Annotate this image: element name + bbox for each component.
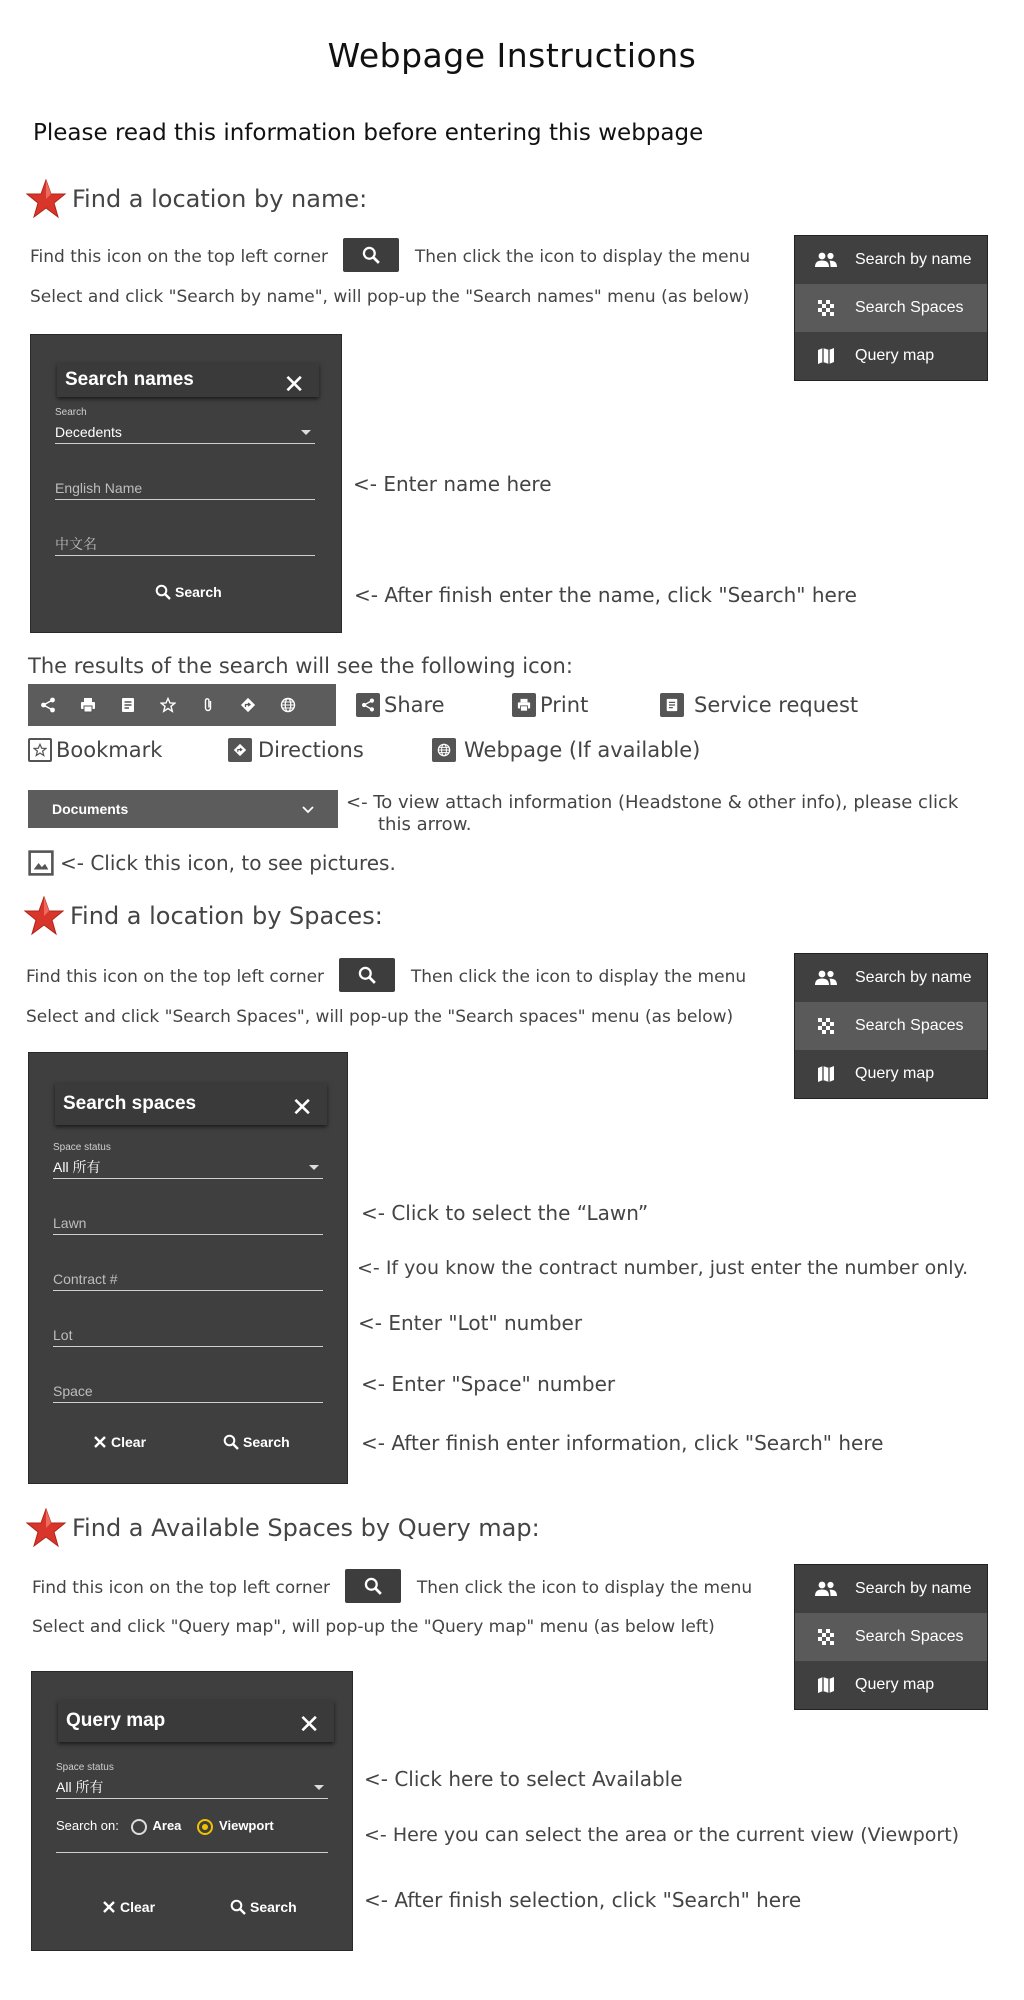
clear-button[interactable] [102, 1899, 155, 1915]
search-type-value: Decedents [55, 424, 122, 440]
menu-item-label: Query map [855, 1065, 935, 1082]
menu-item-search-spaces[interactable] [795, 284, 987, 332]
dropdown-caret-icon [314, 1785, 324, 1790]
search-type-select[interactable] [55, 421, 315, 444]
search-button[interactable] [230, 1899, 297, 1915]
note-enter-name: <- Enter name here [353, 472, 552, 496]
panel-header [57, 363, 319, 397]
legend-label: Webpage (If available) [464, 738, 701, 762]
contract-input[interactable]: Contract # [53, 1268, 323, 1291]
note-space: <- Enter "Space" number [361, 1372, 616, 1396]
note-lawn: <- Click to select the “Lawn” [361, 1201, 649, 1225]
section3-heading-text: Find a Available Spaces by Query map: [72, 1514, 540, 1542]
search-spaces-panel [28, 1052, 348, 1484]
search-icon [223, 1434, 239, 1450]
legend-label: Directions [258, 738, 364, 762]
search-menu [794, 953, 988, 1099]
directions-button[interactable] [228, 684, 268, 726]
chevron-down-icon[interactable] [302, 806, 314, 814]
share-icon [356, 693, 380, 717]
menu-item-label: Search by name [855, 1580, 972, 1597]
panel-title: Search spaces [63, 1093, 197, 1114]
menu-item-label: Search Spaces [855, 1628, 964, 1645]
section1-heading-text: Find a location by name: [72, 185, 368, 213]
page-title: Webpage Instructions [327, 36, 697, 75]
section3-instruction-1 [32, 1571, 752, 1605]
space-status-label: Space status [53, 1142, 111, 1153]
legend-directions [228, 738, 364, 762]
section3-instruction-2: Select and click "Query map", will pop-up the "Query map" menu (as below left) [32, 1617, 715, 1637]
menu-item-label: Query map [855, 347, 935, 364]
space-status-select[interactable] [56, 1776, 328, 1799]
panel-title: Search names [65, 369, 194, 390]
close-icon[interactable]: ✕ [298, 1709, 320, 1739]
close-icon [93, 1435, 107, 1449]
panel-title: Query map [66, 1710, 166, 1731]
directions-icon [228, 738, 252, 762]
menu-item-label: Search Spaces [855, 299, 964, 316]
grid-icon [818, 1629, 834, 1645]
documents-label: Documents [52, 801, 129, 817]
documents-note-1: <- To view attach information (Headstone & other info), please click [346, 792, 959, 813]
people-icon [814, 252, 838, 268]
image-icon[interactable] [28, 850, 54, 876]
clear-button[interactable] [93, 1434, 146, 1450]
close-icon[interactable]: ✕ [283, 369, 305, 399]
bookmark-icon [160, 697, 176, 713]
search-button[interactable] [223, 1434, 290, 1450]
section2-instruction-1 [26, 960, 746, 994]
share-icon [40, 697, 56, 713]
print-icon [80, 697, 96, 713]
panel-header [55, 1083, 327, 1125]
globe-icon [280, 697, 296, 713]
chinese-name-input[interactable]: 中文名 [55, 533, 315, 556]
share-button[interactable] [28, 684, 68, 726]
area-radio[interactable] [131, 1818, 182, 1833]
pictures-row [28, 850, 396, 876]
results-text: The results of the search will see the following icon: [28, 654, 573, 678]
note-search: <- After finish selection, click "Search" here [364, 1888, 802, 1912]
space-status-value: All 所有 [56, 1779, 104, 1795]
search-on-label: Search on: [56, 1818, 119, 1833]
instruction-text: Then click the icon to display the menu [410, 967, 747, 987]
note-click-search: <- After finish enter the name, click "Search" here [354, 583, 857, 607]
viewport-radio[interactable] [197, 1818, 274, 1833]
note-area: <- Here you can select the area or the current view (Viewport) [364, 1824, 960, 1846]
menu-item-search-by-name[interactable] [795, 236, 987, 284]
result-toolbar [28, 684, 336, 726]
instruction-text: Find this icon on the top left corner [32, 1578, 331, 1598]
print-icon [512, 693, 536, 717]
grid-icon [818, 300, 834, 316]
menu-item-query-map[interactable] [795, 332, 987, 380]
menu-item-search-spaces[interactable] [795, 1613, 987, 1661]
space-status-select[interactable] [53, 1156, 323, 1179]
search-type-label: Search [55, 407, 87, 418]
document-icon [660, 693, 684, 717]
clear-button-label: Clear [120, 1899, 156, 1915]
section2-heading [24, 896, 383, 936]
documents-note-2: this arrow. [378, 814, 472, 835]
search-button-label: Search [243, 1434, 290, 1450]
search-names-panel [30, 334, 342, 633]
pictures-note: <- Click this icon, to see pictures. [60, 851, 396, 875]
page-subtitle: Please read this information before entering this webpage [33, 120, 704, 146]
paperclip-icon [200, 697, 216, 713]
search-button-label: Search [175, 584, 222, 600]
radio-off-icon [131, 1819, 147, 1835]
section1-instruction-1 [30, 240, 750, 274]
menu-item-search-by-name[interactable] [795, 954, 987, 1002]
legend-label: Share [384, 693, 445, 717]
menu-item-label: Query map [855, 1676, 935, 1693]
people-icon [814, 970, 838, 986]
menu-item-query-map[interactable] [795, 1661, 987, 1709]
search-menu-button[interactable] [339, 958, 395, 992]
lawn-input[interactable]: Lawn [53, 1212, 323, 1235]
legend-bookmark [28, 738, 162, 762]
instruction-text: Then click the icon to display the menu [416, 1578, 753, 1598]
search-icon [364, 1577, 382, 1595]
print-button[interactable] [68, 684, 108, 726]
english-name-input[interactable]: English Name [55, 477, 315, 500]
search-menu-button[interactable] [345, 1569, 401, 1603]
map-icon [817, 1676, 835, 1694]
note-lot: <- Enter "Lot" number [358, 1311, 583, 1335]
grid-icon [818, 1018, 834, 1034]
document-icon [120, 697, 136, 713]
space-status-label: Space status [56, 1762, 114, 1773]
section1-heading [26, 179, 367, 219]
close-icon[interactable]: ✕ [291, 1092, 313, 1122]
search-icon [230, 1899, 246, 1915]
bookmark-icon [28, 738, 52, 762]
search-menu-button[interactable] [343, 238, 399, 272]
menu-item-search-spaces[interactable] [795, 1002, 987, 1050]
search-icon [362, 246, 380, 264]
search-menu [794, 235, 988, 381]
space-input[interactable]: Space [53, 1380, 323, 1403]
section2-heading-text: Find a location by Spaces: [70, 902, 383, 930]
documents-expander[interactable] [28, 790, 338, 828]
legend-webpage [432, 738, 700, 762]
section3-heading [26, 1508, 540, 1548]
legend-service [660, 693, 858, 717]
service-request-button[interactable] [108, 684, 148, 726]
space-status-value: All 所有 [53, 1159, 101, 1175]
star-icon [26, 1508, 66, 1548]
bookmark-button[interactable] [148, 684, 188, 726]
note-search: <- After finish enter information, click "Search" here [361, 1431, 884, 1455]
legend-print [512, 693, 588, 717]
menu-item-label: Search by name [855, 969, 972, 986]
note-contract: <- If you know the contract number, just enter the number only. [357, 1257, 969, 1279]
clear-button-label: Clear [111, 1434, 147, 1450]
legend-label: Print [540, 693, 589, 717]
legend-label: Service request [694, 693, 859, 717]
instruction-text: Find this icon on the top left corner [26, 967, 325, 987]
search-button[interactable] [155, 584, 222, 600]
webpage-button[interactable] [268, 684, 308, 726]
radio-on-icon [197, 1819, 213, 1835]
attachment-button[interactable] [188, 684, 228, 726]
close-icon [102, 1900, 116, 1914]
menu-item-query-map[interactable] [795, 1050, 987, 1098]
star-icon [24, 896, 64, 936]
dropdown-caret-icon [309, 1165, 319, 1170]
map-icon [817, 1065, 835, 1083]
globe-icon [432, 738, 456, 762]
lot-input[interactable]: Lot [53, 1324, 323, 1347]
menu-item-search-by-name[interactable] [795, 1565, 987, 1613]
search-icon [358, 966, 376, 984]
panel-header [58, 1700, 334, 1742]
menu-item-label: Search by name [855, 251, 972, 268]
search-icon [155, 584, 171, 600]
instruction-text: Then click the icon to display the menu [414, 247, 751, 267]
star-icon [26, 179, 66, 219]
legend-share [356, 693, 445, 717]
search-menu [794, 1564, 988, 1710]
legend-label: Bookmark [56, 738, 163, 762]
note-available: <- Click here to select Available [364, 1767, 683, 1791]
people-icon [814, 1581, 838, 1597]
section1-instruction-2: Select and click "Search by name", will pop-up the "Search names" menu (as below) [30, 287, 750, 307]
map-icon [817, 347, 835, 365]
section2-instruction-2: Select and click "Search Spaces", will pop-up the "Search spaces" menu (as below) [26, 1007, 734, 1027]
dropdown-caret-icon [301, 430, 311, 435]
menu-item-label: Search Spaces [855, 1017, 964, 1034]
instruction-text: Find this icon on the top left corner [30, 247, 329, 267]
search-button-label: Search [250, 1899, 297, 1915]
viewport-label: Viewport [219, 1818, 274, 1833]
search-on-row [56, 1818, 328, 1853]
query-map-panel [31, 1671, 353, 1951]
area-label: Area [152, 1818, 182, 1833]
directions-icon [240, 697, 256, 713]
